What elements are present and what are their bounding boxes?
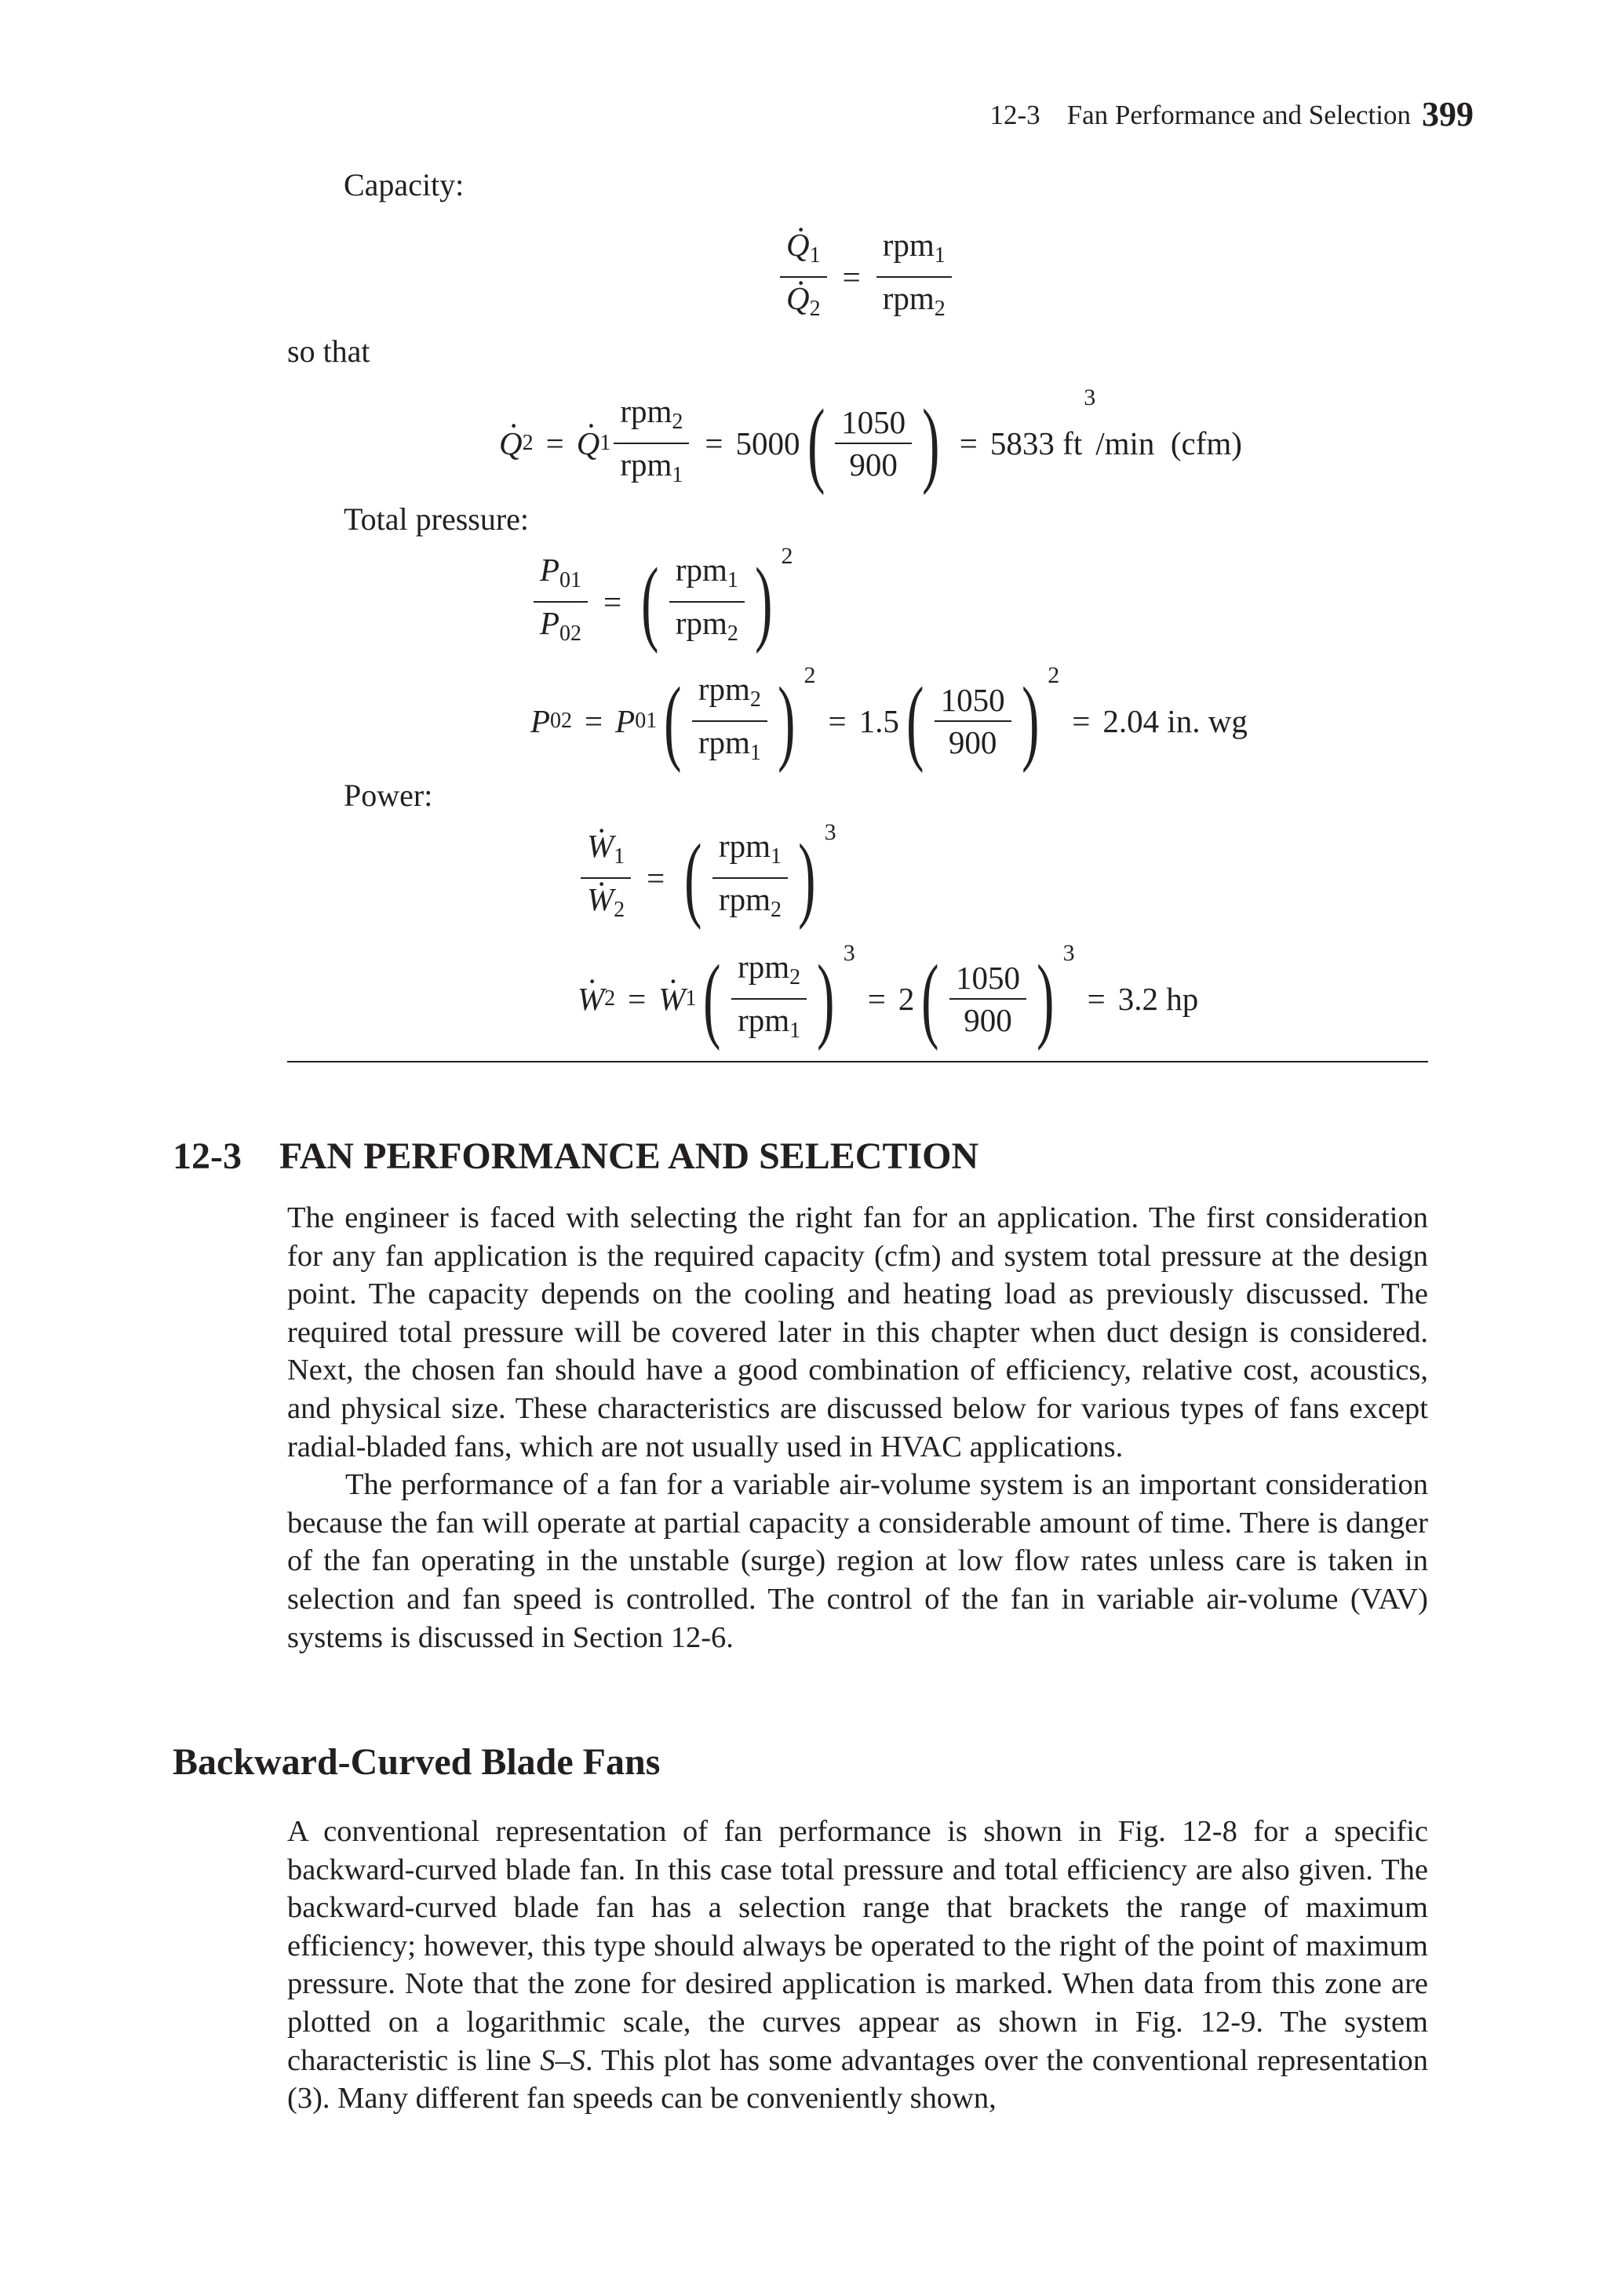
paragraph-2: The performance of a fan for a variable air-volume system is an important consideration because the fan will operate at partial capacity a considerable amount of time. There is danger of the fan operating in the unstable (surge) region at low flow rates unless care is taken in selection and fan speed is controlled. The control of the fan in variable air-volume (VAV) systems is discussed in Section 12-6. [287, 1468, 1428, 1654]
section-body [287, 1199, 1428, 1656]
eq-capacity-ratio: · $Q_1$ · $Q_2$ = $\frac{rpm_1}{rpm_2}$ [777, 224, 955, 330]
running-head [990, 93, 1474, 133]
paragraph-1: The engineer is faced with selecting the right fan for an application. The first consideration for any fan application is the required capacity (cfm) and system total pressure at the design point. The capacity depends on the cooling and heating load as previously discussed. The required total pressure will be covered later in this chapter when duct design is considered. Next, the chosen fan should have a good combination of efficiency, relative cost, acoustics, and physical size. These characteristics are discussed below for various types of fans except radial-bladed fans, which are not usually used in HVAC applications. [287, 1201, 1428, 1463]
eq-power-ratio: · $W_1$ · $W_2$ = ( $\frac{rpm_1}{rpm_2}$ ) 3 [578, 825, 836, 931]
frac-rpm1-rpm2: $\frac{rpm_1}{rpm_2}$ [876, 224, 952, 330]
label-total-pressure: Total pressure: [344, 501, 530, 537]
label-so-that: so that [287, 333, 370, 369]
eq-pressure-ratio: $\frac{P_{01}}{P_{02}}$ = ( $\frac{rpm_1}{rpm_2}$ ) 2 [530, 549, 793, 654]
label-power: Power: [344, 778, 433, 813]
running-head-section: 12-3 [989, 100, 1040, 130]
section-heading [173, 1135, 978, 1178]
section-number: 12-3 [173, 1135, 242, 1177]
page-number: 399 [1422, 95, 1474, 133]
paragraph-3: A conventional representation of fan performance is shown in Fig. 12-8 for a specific backward-curved blade fan. In this case total pressure and total efficiency are also given. The backward-curved blade fan has a selection range that brackets the range of maximum efficiency; however, this type should always be operated to the right of the point of maximum pressure. Note that the zone for desired application is marked. When data from this zone are plotted on a logarithmic scale, the curves appear as shown in Fig. 12-9. The system characteristic is line S–S. This plot has some advantages over the conventional representation (3). Many different fan speeds can be conveniently shown, [287, 1815, 1428, 2116]
eq-pressure-result: P 02 = P 01 ( $\frac{rpm_2}{rpm_1}$ ) 2 = 1.5 ( $\frac{1050}{900}$ ) 2 = 2.04 in. wg [530, 662, 1248, 774]
section-title: FAN PERFORMANCE AND SELECTION [279, 1135, 979, 1177]
label-capacity: Capacity: [344, 167, 465, 202]
eq-capacity-result: · Q 2 = · Q 1 $\frac{rpm_2}{rpm_1}$ = 5000 ( $\frac{1050}{900}$ ) = 5833 ft 3 /min (cfm) [499, 391, 1242, 496]
frac-q1-q2: · $Q_1$ · $Q_2$ [780, 224, 827, 330]
subsection-heading: Backward-Curved Blade Fans [173, 1741, 661, 1783]
eq-power-result: · W 2 = · W 1 ( $\frac{rpm_2}{rpm_1}$ ) 3 = 2 ( $\frac{1050}{900}$ ) 3 = 3.2 hp [578, 946, 1198, 1051]
running-head-title: Fan Performance and Selection [1066, 100, 1411, 130]
subsection-body [287, 1813, 1428, 2118]
example-end-rule [287, 1061, 1428, 1062]
